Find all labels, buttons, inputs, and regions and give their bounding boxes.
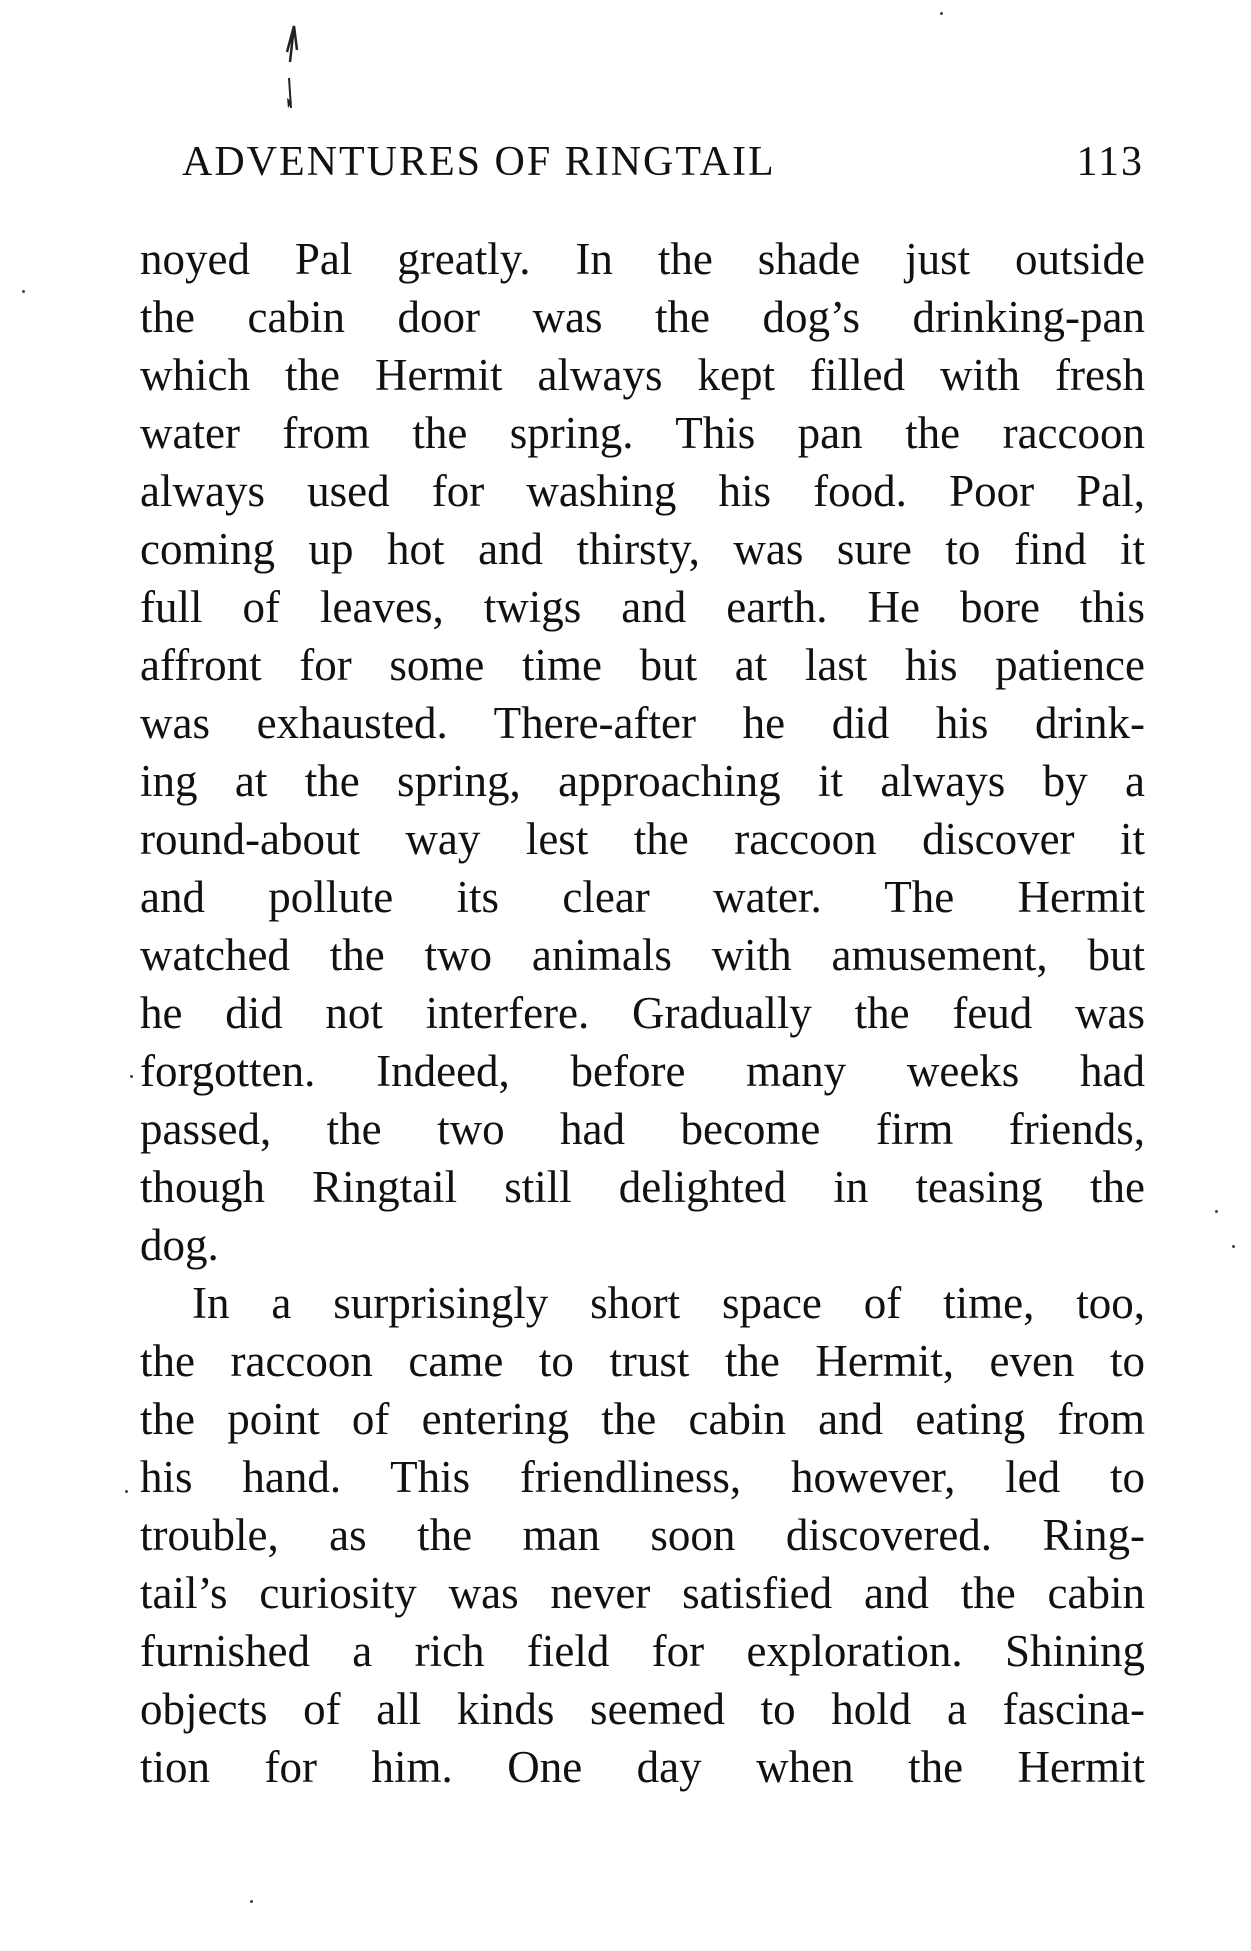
text-line: objects of all kinds seemed to hold a fascina-: [140, 1684, 1145, 1734]
text-line: he did not interfere. Gradually the feud was: [140, 988, 1145, 1038]
text-line: trouble, as the man soon discovered. Ring-: [140, 1510, 1145, 1560]
text-line: dog.: [140, 1220, 219, 1270]
text-line: tail’s curiosity was never satisfied and the cabin: [140, 1568, 1145, 1618]
paragraph-1: [140, 230, 1145, 1274]
text-line: noyed Pal greatly. In the shade just outside: [140, 234, 1145, 284]
text-line: the point of entering the cabin and eating from: [140, 1394, 1145, 1444]
running-head: [182, 138, 1144, 196]
text-line: his hand. This friendliness, however, led to: [140, 1452, 1145, 1502]
text-line: passed, the two had become firm friends,: [140, 1104, 1145, 1154]
page-number: 113: [1076, 139, 1144, 185]
text-line: watched the two animals with amusement, but: [140, 930, 1145, 980]
text-line: round-about way lest the raccoon discover it: [140, 814, 1145, 864]
text-line: forgotten. Indeed, before many weeks had: [140, 1046, 1145, 1096]
text-line: the cabin door was the dog’s drinking-pan: [140, 292, 1145, 342]
ink-speck: [125, 1490, 128, 1493]
ink-speck: [130, 1075, 133, 1078]
text-line: was exhausted. There-after he did his drink-: [140, 698, 1145, 748]
ink-speck: [940, 12, 943, 15]
text-line: coming up hot and thirsty, was sure to find it: [140, 524, 1145, 574]
text-line: the raccoon came to trust the Hermit, even to: [140, 1336, 1145, 1386]
body-text: [140, 230, 1145, 1796]
text-line: In a surprisingly short space of time, too,: [192, 1278, 1145, 1328]
text-line: full of leaves, twigs and earth. He bore this: [140, 582, 1145, 632]
text-line: which the Hermit always kept filled with fresh: [140, 350, 1145, 400]
text-line: always used for washing his food. Poor Pal,: [140, 466, 1145, 516]
pencil-mark-icon: [278, 22, 308, 112]
running-title: ADVENTURES OF RINGTAIL: [182, 139, 776, 185]
ink-speck: [250, 1900, 253, 1903]
text-line: and pollute its clear water. The Hermit: [140, 872, 1145, 922]
text-line: water from the spring. This pan the raccoon: [140, 408, 1145, 458]
text-line: ing at the spring, approaching it always by a: [140, 756, 1145, 806]
ink-speck: [1232, 1245, 1235, 1248]
text-line: tion for him. One day when the Hermit: [140, 1742, 1145, 1792]
paragraph-2: [140, 1274, 1145, 1796]
text-line: affront for some time but at last his patience: [140, 640, 1145, 690]
ink-speck: [22, 290, 25, 293]
ink-speck: [1215, 1210, 1218, 1213]
text-line: furnished a rich field for exploration. Shining: [140, 1626, 1145, 1676]
text-line: though Ringtail still delighted in teasing the: [140, 1162, 1145, 1212]
